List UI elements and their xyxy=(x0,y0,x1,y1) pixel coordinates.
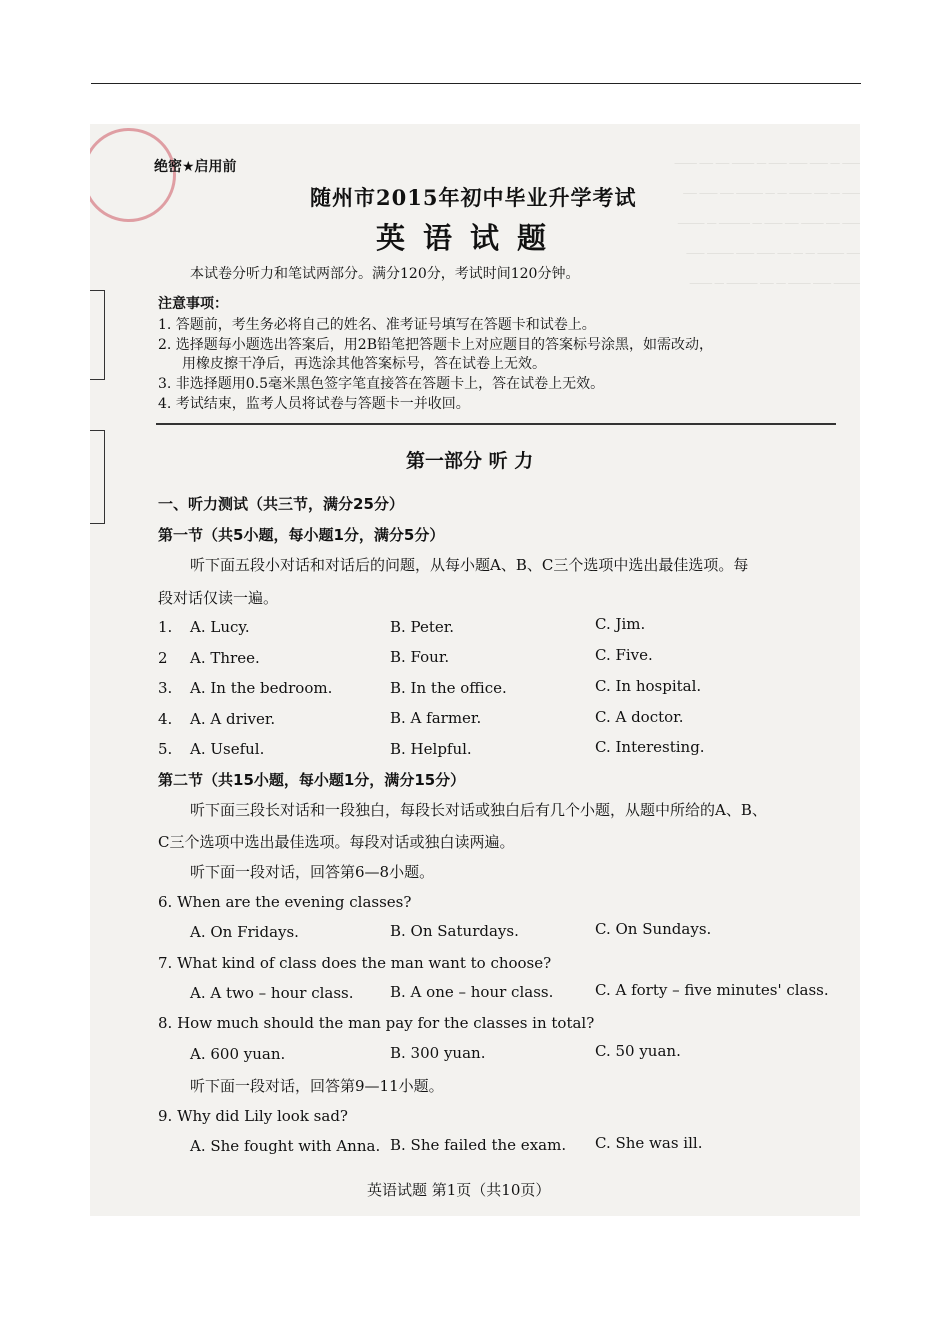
notice-item: 3. 非选择题用0.5毫米黑色签字笔直接答在答题卡上，答在试卷上无效。 xyxy=(158,376,605,392)
question-stem: 7. What kind of class does the man want to choose? xyxy=(158,954,552,972)
option-c: C. On Sundays. xyxy=(595,920,712,938)
question-stem: 9. Why did Lily look sad? xyxy=(158,1107,348,1125)
top-rule xyxy=(91,83,861,84)
option-a: A. A driver. xyxy=(190,710,276,728)
question-number: 5. xyxy=(158,740,173,758)
page-footer: 英语试题 第1页（共10页） xyxy=(367,1181,551,1199)
binding-bracket xyxy=(90,430,105,524)
option-c: C. Interesting. xyxy=(595,738,705,756)
section2-instruction: 听下面三段长对话和一段独白，每段长对话或独白后有几个小题，从题中所给的A、B、 xyxy=(190,801,767,819)
option-b: B. On Saturdays. xyxy=(390,922,519,940)
section1-heading: 第一节（共5小题，每小题1分，满分5分） xyxy=(158,526,445,544)
option-b: B. Helpful. xyxy=(390,740,472,758)
option-c: C. She was ill. xyxy=(595,1134,703,1152)
option-c: C. 50 yuan. xyxy=(595,1042,681,1060)
option-b: B. A one – hour class. xyxy=(390,983,554,1001)
section1-instruction: 听下面五段小对话和对话后的问题，从每小题A、B、C三个选项中选出最佳选项。每 xyxy=(190,556,749,574)
question-number: 3. xyxy=(158,679,173,697)
option-c: C. A doctor. xyxy=(595,708,684,726)
notice-heading: 注意事项： xyxy=(158,296,228,312)
option-a: A. 600 yuan. xyxy=(190,1045,286,1063)
exam-title: 随州市2015年初中毕业升学考试 xyxy=(310,185,637,210)
option-c: C. In hospital. xyxy=(595,677,702,695)
option-a: A. A two – hour class. xyxy=(190,984,354,1002)
divider xyxy=(156,423,836,425)
option-b: B. A farmer. xyxy=(390,709,482,727)
question-stem: 6. When are the evening classes? xyxy=(158,893,412,911)
option-c: C. A forty – five minutes' class. xyxy=(595,981,829,999)
option-b: B. Peter. xyxy=(390,618,455,636)
option-a: A. In the bedroom. xyxy=(190,679,333,697)
section1-instruction: 段对话仅读一遍。 xyxy=(158,589,279,607)
option-c: C. Jim. xyxy=(595,615,646,633)
section2-heading: 第二节（共15小题，每小题1分，满分15分） xyxy=(158,771,466,789)
test-heading: 一、听力测试（共三节，满分25分） xyxy=(158,495,404,513)
option-a: A. Lucy. xyxy=(190,618,250,636)
scanned-page xyxy=(90,124,860,1216)
option-c: C. Five. xyxy=(595,646,653,664)
notice-item: 1. 答题前，考生务必将自己的姓名、准考证号填写在答题卡和试卷上。 xyxy=(158,317,596,333)
option-b: B. In the office. xyxy=(390,679,507,697)
option-a: A. Useful. xyxy=(190,740,265,758)
question-number: 1. xyxy=(158,618,173,636)
option-a: A. She fought with Anna. xyxy=(190,1137,381,1155)
question-number: 2 xyxy=(158,649,168,667)
option-b: B. She failed the exam. xyxy=(390,1136,567,1154)
subject-title: 英语试题 xyxy=(376,221,565,255)
exam-intro: 本试卷分听力和笔试两部分。满分120分，考试时间120分钟。 xyxy=(190,266,580,282)
bleed-through-text: ‾‾‾‾ ‾‾ ‾‾‾‾ ‾‾‾‾ ‾‾‾‾ ‾‾ ‾‾‾‾‾ ‾‾‾ ‾‾‾ ‾‾‾‾‾ ‾‾‾‾ ‾‾ ‾‾‾ ‾‾‾‾‾ ‾‾ ‾‾ ‾‾‾‾‾‾ ‾‾‾ ‾‾‾‾ ‾‾‾ ‾‾‾‾ ‾‾‾ ‾‾‾‾‾ ‾‾‾ ‾‾‾‾ ‾‾ ‾‾‾‾‾‾‾ ‾‾ ‾‾‾‾‾‾ ‾‾‾ ‾‾‾‾‾‾ ‾‾ ‾‾ ‾‾‾ ‾‾‾‾ ‾‾‾‾ ‾‾‾‾‾‾ ‾‾‾‾ ‾‾‾‾‾‾ ‾‾‾‾ ‾‾‾‾‾ ‾‾ ‾‾‾ ‾‾‾‾‾‾‾ ‾‾ ‾‾‾‾‾ xyxy=(674,161,860,296)
notice-item: 2. 选择题每小题选出答案后，用2B铅笔把答题卡上对应题目的答案标号涂黑，如需改动， xyxy=(158,337,714,353)
part-title: 第一部分 听 力 xyxy=(406,450,534,472)
question-stem: 8. How much should the man pay for the classes in total? xyxy=(158,1014,595,1032)
option-b: B. 300 yuan. xyxy=(390,1044,486,1062)
dialog-instruction: 听下面一段对话，回答第9—11小题。 xyxy=(190,1077,444,1095)
dialog-instruction: 听下面一段对话，回答第6—8小题。 xyxy=(190,863,435,881)
option-a: A. On Fridays. xyxy=(190,923,299,941)
option-b: B. Four. xyxy=(390,648,450,666)
binding-bracket xyxy=(90,290,105,380)
section2-instruction: C三个选项中选出最佳选项。每段对话或独白读两遍。 xyxy=(158,833,515,851)
notice-item: 用橡皮擦干净后，再选涂其他答案标号，答在试卷上无效。 xyxy=(182,356,546,372)
confidential-label: 绝密★启用前 xyxy=(154,159,237,175)
notice-item: 4. 考试结束，监考人员将试卷与答题卡一并收回。 xyxy=(158,396,470,412)
question-number: 4. xyxy=(158,710,173,728)
option-a: A. Three. xyxy=(190,649,260,667)
